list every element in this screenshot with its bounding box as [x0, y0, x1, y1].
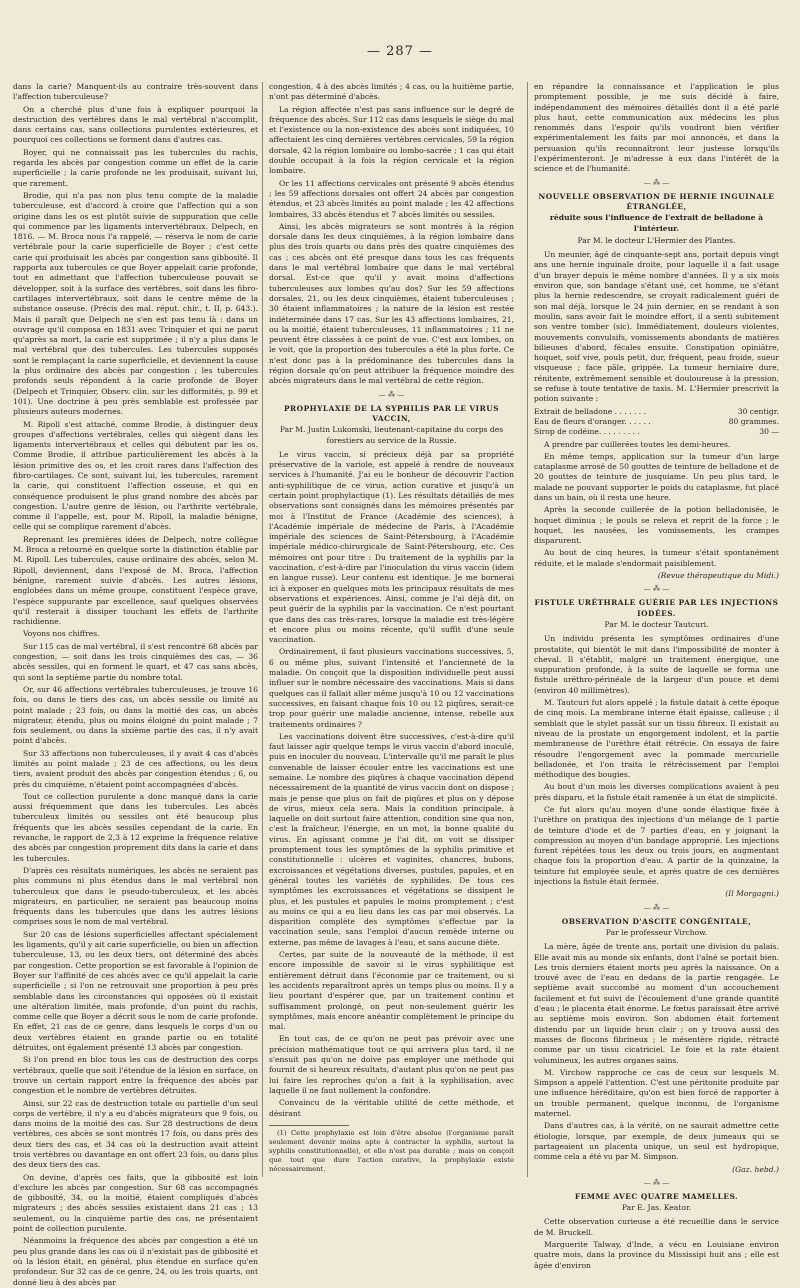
- article-title-hernie: NOUVELLE OBSERVATION DE HERNIE INGUINALE ÉTRANGLÉE,: [538, 191, 775, 211]
- quantity: 30 centigr.: [737, 406, 779, 416]
- paragraph: Reprenant les premières idées de Delpech, notre collègue M. Broca a retourné en quelque sorte la distinction établie par M. Ripoll. Les tubercules, cause ordinaire des abcès, selon M. Ripoll, deviennent, dans l'exposé de M. Broca, l'affection bénigne, rarement suivie d'abcès. Les autres lésions, englobées dans un même groupe, constituent l'espèce grave, l'espèce suppurante par excellence, sauf quelques observées qu'il resterait à dissiper touchant les effets de l'arthrite rachidienne.: [13, 534, 258, 627]
- paragraph: Néanmoins la fréquence des abcès par congestion a été un peu plus grande dans les cas où il n'existait pas de gibbosité et où la lésion était, en général, plus étendue en surface qu'en profondeur. Sur 32 cas de ce genre, 24, ou les trois quarts, ont donné lieu à des abcès par: [13, 1236, 258, 1287]
- paragraph: Or les 11 affections cervicales ont présenté 9 abcès étendus ; les 59 affections dorsales ont offert 24 abcès par congestion étendus, et 23 abcès limités au point malade ; les 42 affections lombaires, 33 abcès étendus et 7 abcès limités ou sessiles.: [269, 178, 514, 219]
- ornament-separator: — ⁂ —: [643, 903, 670, 912]
- article-byline: Par E. Jas. Keator.: [621, 1203, 692, 1213]
- column-divider: [262, 82, 263, 1177]
- paragraph: D'après ces résultats numériques, les abcès ne seraient pas plus communs ni plus étendus dans le mal vertébral non tuberculeux que dans le pseudo-tuberculeux, et les abcès migrateurs, en particulier, ne seraient pas beaucoup moins fréquents dans les tubercules que dans les autres lésions comprises sous le nom de mal vertébral.: [13, 865, 258, 927]
- paragraph: Ainsi, sur 22 cas de destruction totale ou partielle d'un seul corps de vertèbre, il n'y a eu d'abcès migrateurs que 9 fois, ou dans moins de la moitié des cas. Sur 28 destructions de deux vertèbres, ces abcès se sont montrés 17 fois, ou dans près des deux tiers des cas, et 34 cas où la destruction avait atteint trois vertèbres ou davantage en ont offert 23 fois, ou dans plus des deux tiers des cas.: [13, 1098, 258, 1170]
- text-column-right: [534, 82, 779, 1270]
- paragraph: Dans d'autres cas, à la vérité, on ne saurait admettre cette étiologie, lorsque, par exemple, de deux jumeaux qui se partageaient un placenta unique, un seul est hydropique, comme cela a été vu par M. Simpson.: [534, 1121, 779, 1162]
- paragraph: Le virus vaccin, si précieux déjà par sa propriété préservative de la variole, est appelé à rendre de nouveaux services à l'humanité. J'ai eu le bonheur de découvrir l'action anti-syphilitique de ce virus, action curative et jusqu'à un certain point prophylactique (1). Les résultats détaillés de mes observations sont consignés dans les mémoires présentés par moi à l'Institut de France (Académie des sciences), à l'Académie impériale de médecine de Paris, à l'Académie impériale des sciences de Saint-Pétersbourg, à l'Académie impériale médico-chirurgicale de Saint-Pétersbourg, etc. Ces mémoires ont pour titre : Du traitement de la syphilis par la vaccination, c'est-à-dire par l'inoculation du virus vaccin (idem en langue russe). Leur contenu est identique. Je me bornerai ici à exposer en quelques mots les principaux résultats de mes observations et expériences. Ainsi, comme je l'ai déjà dit, on peut guérir de la syphilis par la vaccination. Ce n'est pourtant que dans des cas très-rares, lorsque la maladie est très-légère et encore plus ou moins récente, qu'il suffit d'une seule vaccination.: [269, 449, 514, 645]
- article-byline: Par M. Justin Lukomski, lieutenant-capitaine du corps des forestiers au service de la Russie.: [279, 425, 504, 445]
- paragraph: Sur 33 affections non tuberculeuses, il y avait 4 cas d'abcès limités au point malade ; 23 de ces affections, ou les deux tiers, avaient produit des abcès par congestion étendus ; 6, ou près du cinquième, n'étaient point accompagnées d'abcès.: [13, 748, 258, 789]
- paragraph: Ce fut alors qu'au moyen d'une sonde élastique fixée à l'urèthre on pratiqua des injections d'un mélange de 1 partie de teinture d'iode et de 7 parties d'eau, en y joignant la compression au moyen d'un bandage approprié. Les injections furent répétées tous les deux ou trois jours, en augmentant chaque fois la proportion d'eau. A partir de la quinzaine, la teinture fut employée seule, et après quatre de ces dernières injections la fistule était fermée.: [534, 805, 779, 887]
- paragraph: Or, sur 46 affections vertébrales tuberculeuses, je trouve 16 fois, ou dans le tiers des cas, un abcès sessile ou limité au point malade ; 23 fois, ou dans la moitié des cas, un abcès migrateur, étendu, plus ou moins éloigné du point malade ; 7 fois seulement, ou dans la sixième partie des cas, il n'y avait point d'abcès.: [13, 684, 258, 746]
- paragraph: Après la seconde cuillerée de la potion belladonisée, le hoquet diminua ; le pouls se releva et reprit de la force ; le hoquet, les nausées, les vomissements, les crampes disparurent.: [534, 505, 779, 546]
- article-byline: Par M. le docteur Tautcuri.: [604, 619, 709, 629]
- paragraph: Au bout d'un mois les diverses complications avaient à peu près disparu, et la fistule était ramenée à un état de simplicité.: [534, 782, 779, 802]
- ornament-separator: — ⁂ —: [643, 178, 670, 187]
- paragraph: Marguerite Talway, d'Inde, a vécu en Louisiane environ quatre mois, dans la province du Mississipi huit ans ; elle est âgée d'environ: [534, 1239, 779, 1270]
- paragraph: M. Virchow rapproche ce cas de ceux sur lesquels M. Simpson a appelé l'attention. C'est une péritonite produite par une influence héréditaire, qu'on est bien forcé de rapporter à un trouble permanent, quelque inconnu, de l'organisme maternel.: [534, 1067, 779, 1119]
- paragraph: Tout ce collection purulente a donc manqué dans la carie aussi fréquemment que dans les tubercules. Les abcès tuberculeux limités ou sessiles ont été beaucoup plus fréquents que les abcès sessiles cependant de la carie. En revanche, le rapport de 2,3 à 12 exprime la fréquence relative des abcès par congestion proprement dits dans la carie et dans les tubercules.: [13, 791, 258, 863]
- paragraph: Sur 20 cas de lésions superficielles affectant spécialement les ligaments, qu'il y ait carie superficielle, ou bien un affection tuberculeuse, 13, ou les deux tiers, ont déterminé des abcès par congestion. Cette proportion se est favorable à l'opinion de Boyer sur l'affinité de ces abcès avec ce qu'il appelait la carie superficielle ; si l'on ne retrouvait une proportion à peu près semblable dans les circonstances qui opposées où il existait une altération limitée, mais profonde, d'un point du rachis, comme celle que Boyer a décrit sous le nom de carie profonde. En effet, 21 cas de ce genre, dans lesquels le corps d'un ou deux vertèbres étaient en grande partie ou en totalité détruites, ont également présenté 13 abcès par congestion.: [13, 929, 258, 1053]
- paragraph: dans la carie? Manquent-ils au contraire très-souvent dans l'affection tuberculeuse?: [13, 82, 258, 102]
- ornament-separator: — ⁂ —: [643, 585, 670, 594]
- paragraph: Voyons nos chiffres.: [23, 629, 100, 639]
- paragraph: Sur 115 cas de mal vertébral, il s'est rencontré 68 abcès par congestion, — soit dans les trois cinquièmes des cas, — 36 abcès sessiles, qui en forment le quart, et 47 cas sans abcès, qui sont la septième partie du nombre total.: [13, 641, 258, 682]
- paragraph: La région affectée n'est pas sans influence sur le degré de fréquence des abcès. Sur 112 cas dans lesquels le siège du mal et l'existence ou la non-existence des abcès sont indiquées, 10 affectaient les cinq dernières vertèbres cervicales, 59 la région dorsale, 42 la région lombaire ou lombo-sacrée ; 1 cas qui était double occupait à la fois la région cervicale et la région lombaire.: [269, 104, 514, 176]
- paragraph: Cette observation curieuse a été recueillie dans le service de M. Bruckell.: [534, 1217, 779, 1237]
- paragraph: Boyer, qui ne connaissait pas les tubercules du rachis, regarda les abcès par congestion comme un effet de la carie superficielle ; la carie profonde ne les produisait, suivant lui, que rarement.: [13, 147, 258, 188]
- article-subtitle: réduite sous l'influence de l'extrait de belladone à l'intérieur.: [549, 213, 764, 233]
- paragraph: Un meunier, âgé de cinquante-sept ans, portait depuis vingt ans une hernie inguinale droite, pour laquelle il a fait usage d'un brayer depuis le même nombre d'années. Il y a six mois environ que, son bandage s'étant usé, cet homme, ne s'étant plus la hernie redescendre, se croyait radicalement guéri de son mal déjà, lorsque le 24 juin dernier, en se rendant à son moulin, sans avoir fait le moindre effort, il a senti subitement son ventre tomber (sic). Immédiatement, douleurs violentes, mouvements convulsifs, vomissements abondants de matières bilieuses d'abord, fécales ensuite. Constipation opiniâtre, hoquet, soif vive, pouls petit, dur, fréquent, peau froide, sueur visqueuse ; face pâle, grippée. La tumeur herniaire dure, rénitente, extrêmement sensible et douloureuse à la pression, se refuse à toute tentative de taxis. M. L'Hermier prescrivit la potion suivante :: [534, 250, 779, 404]
- footnote: (1) Cette prophylaxie est loin d'être absolue (l'organisme paraît seulement devenir moins apte à contracter la syphilis, surtout la syphilis constitutionnelle), et elle n'est pas durable ; mais on conçoit que tout que dure l'action curative, la prophylaxie existe nécessairement.: [269, 1128, 514, 1173]
- paragraph: Certes, par suite de la nouveauté de la méthode, il est encore impossible de savoir si le virus syphilitique est entièrement détruit dans l'économie par ce traitement, ou si les accidents reparaîtront après un temps plus ou moins. Il y a lieu pourtant d'espérer que, par un traitement continu et suffisamment prolongé, on peut non-seulement guérir les symptômes, mais encore anéantir complètement le principe du mal.: [269, 950, 514, 1032]
- prescription-table: [534, 407, 779, 438]
- paragraph: congestion, 4 à des abcès limités ; 4 cas, ou la huitième partie, n'ont pas déterminé d'abcès.: [269, 82, 514, 102]
- paragraph: Au bout de cinq heures, la tumeur s'était spontanément réduite, et le malade s'endormait paisiblement.: [534, 548, 779, 568]
- article-byline: Par M. le docteur L'Hermier des Plantes.: [577, 235, 736, 245]
- paragraph: M. Tautcuri fut alors appelé ; la fistule datait à cette époque de cinq mois. La membrane interne était épaisse, calleuse ; il semblait que le stylet passât sur un tissu fibreux. Il existait au niveau de la prostate un engorgement indolent, et la partie membraneuse de l'urèthre était rétrécie. On essaya de faire résoudre l'engorgement avec la pommade mercurielle belladonée, et l'on traita le rétrécissement par l'emploi méthodique des bougies.: [534, 698, 779, 780]
- article-byline: Par le professeur Virchow.: [605, 927, 708, 937]
- paragraph: M. Ripoll s'est attaché, comme Brodie, à distinguer deux groupes d'affections vertébrales, celles qui siègent dans les ligaments intervertébraux et celles qui débutent par les os. Comme Brodie, il attribue particulièrement les abcès à la lésion primitive des os, et les croit rares dans l'affection des fibro-cartilages. Ce sont, suivant lui, les tubercules, rarement la carie, qui constituent l'affection osseuse, et qui en conséquence produisent le plus grand nombre des abcès par congestion. L'autre genre de lésion, ou l'arthrite vertébrale, comme il l'appelle, est, pour M. Ripoll, la maladie bénigne, celle qui se complique rarement d'abcès.: [13, 419, 258, 532]
- paragraph: Les vaccinations doivent être successives, c'est-à-dire qu'il faut laisser agir quelque temps le virus vaccin d'abord inoculé, puis en inoculer du nouveau. L'intervalle qu'il me paraît le plus convenable de laisser écouler entre les vaccinations est une semaine. Le nombre des piqûres à chaque vaccination dépend nécessairement de la quantité de virus vaccin dont on dispose ; mais je pense que plus on fait de piqûres et plus on y dépose de virus, mieux cela sera. Mais la condition principale, à laquelle on doit surtout faire attention, condition sine qua non, c'est la fraîcheur, l'énergie, en un mot, la bonne qualité du virus. En agissant comme je l'ai dit, on voit se dissiper promptement tous les symptômes de la syphilis primitive et constitutionnelle : ulcères et vaginites, chancres, bubons, excroissances et végétations diverses, pustules, papules, et en général toutes les variétés de syphilides. De tous ces symptômes les excroissances et végétations se dissipent le plus, et les pustules et papules le moins promptement ; c'est au moins ce qui a eu lieu dans les cas par moi observés. La disparition complète des symptômes s'effectue par la vaccination seule, sans l'emploi d'aucun remède interne ou externe, pas même de lavages à l'eau, et sans aucune diète.: [269, 731, 514, 947]
- text-column-middle: [269, 82, 514, 1184]
- paragraph: Convaincu de la véritable utilité de cette méthode, et désirant: [269, 1098, 514, 1118]
- article-title-mamelles: FEMME AVEC QUATRE MAMELLES.: [574, 1191, 739, 1201]
- page-number: — 287 —: [366, 44, 434, 59]
- footnote-rule: [269, 1125, 349, 1126]
- paragraph: A prendre par cuillerées toutes les demi-heures.: [544, 439, 731, 449]
- paragraph: Brodie, qui n'a pas non plus tenu compte de la maladie tuberculeuse, est d'accord à croire que l'affection qui a son origine dans les os est plutôt suivie de suppuration que celle qui commence par les ligaments intervertébraux. Delpech, en 1816. — M. Broca nous l'a rappelé, — réserva le nom de carie vertébrale pour la carie superficielle de Boyer ; c'est cette carie qui produisait les abcès par congestion sans gibbosité. Il rapporta aux tubercules ce que Boyer appelait carie profonde, tout en admettant que l'affection tuberculeuse pouvait se développer, soit à la surface des vertèbres, soit dans les fibro-cartilages intervertébraux, soit dans le centre même de la substance osseuse. (Précis des mal. réput. chir., t. II, p. 643.). Mais il paraît que Delpech ne s'en est pas tenu là : dans un ouvrage qu'il composa en 1831 avec Trinquier et qui ne parut qu'après sa mort, la carie est supprimée ; il n'y a plus dans le mal vertébral que des tubercules. Les tubercules supposés sont le remplaçant la carie superficielle, et deviennent la cause la plus ordinaire des abcès par congestion ; les tubercules profonds seuls répondent à la carie profonde de Boyer (Delpech et Trinquier, Observ. clin. sur les difformités, p. 99 et 101). Une doctrine à peu près semblable est professée par plusieurs auteurs modernes.: [13, 190, 258, 417]
- ingredient: Extrait de belladone . . . . . . .: [534, 406, 647, 416]
- source-citation: (Gaz. hebd.): [732, 1164, 779, 1174]
- column-divider: [527, 82, 528, 1177]
- paragraph: En tout cas, de ce qu'on ne peut pas prévoir avec une précision mathématique tout ce qui arrivera plus tard, il ne s'ensuit pas qu'on ne doive pas employer une méthode qui fournit de si heureux résultats, d'autant plus qu'on ne peut pas lui faire les reproches qu'on a fait à la syphilisation, avec laquelle il ne faut nullement la confondre.: [269, 1034, 514, 1095]
- paragraph: La mère, âgée de trente ans, portait une division du palais. Elle avait mis au monde six enfants, dont l'aîné se portait bien. Les trois derniers étaient morts peu après la naissance. On a trouvé avec de l'eau en dedans de la partie rengagée. Le septième avait succombé au moment d'un accouchement facilement et fut suivi de l'écoulement d'une grande quantité d'eau ; le placenta était énorme. Le fœtus paraissait être arrivé au septième mois environ. Son abdomen était fortement distendu par un liquide brun clair ; on y trouva aussi des masses de flocons fibrineux ; le mésentère rigide, rétracté comme par un tissu cicatriciel. Le foie et la rate étaient volumineux, les autres organes sains.: [534, 942, 779, 1065]
- paragraph: On a cherché plus d'une fois à expliquer pourquoi la destruction des vertèbres dans le mal vertébral n'accomplit, dans certains cas, sans collections purulentes extérieures, et pourquoi ces collections se forment dans d'autres cas.: [13, 104, 258, 145]
- ingredient: Eau de fleurs d'oranger. . . . . .: [534, 416, 651, 426]
- prescription-row: [534, 427, 779, 437]
- source-citation: (Il Morgagni.): [725, 889, 779, 899]
- paragraph: Si l'on prend en bloc tous les cas de destruction des corps vertébraux, quelle que soit l'étendue de la lésion en surface, on trouve un certain rapport entre la fréquence des abcès par congestion et le nombre de vertèbres détruites.: [13, 1055, 258, 1096]
- paragraph: Ainsi, les abcès migrateurs se sont montrés à la région dorsale dans les deux cinquièmes, à la région lombaire dans plus des trois quarts ou dans près des quatre cinquièmes des cas ; ces abcès ont été presque dans tous les cas fréquents dans le mal vertébral lombaire que dans le mal vertébral dorsal. Est-ce que qu'il y avait moins d'affections tuberculeuses aux lombes qu'au dos? Sur les 59 affections dorsales, 21, ou les deux cinquièmes, étaient tuberculeuses ; 30 étaient inflammatoires ; la nature de la lésion est restée indéterminée dans 17 cas. Sur les 43 affections lombaires, 21, ou la moitié, étaient tuberculeuses, 11 inflammatoires ; 11 ne peuvent être classées à ce point de vue. C'est aux lombes, on le voit, que la proportion des tubercules a été la plus forte. Ce n'est donc pas à la prédominance des tubercules dans la région dorsale qu'on peut attribuer la fréquence moindre des abcès migrateurs dans le mal vertébral de cette région.: [269, 221, 514, 386]
- ornament-separator: — ⁂ —: [643, 1178, 670, 1187]
- paragraph: en répandre la connaissance et l'application le plus promptement possible, je me suis décidé à faire, indépendamment des mémoires détaillés dont il a été parlé plus haut, cette communication aux médecins les plus renommés dans l'espoir qu'ils voudront bien vérifier expérimentalement les faits par moi annoncés, et dans la persuasion qu'ils reconnaîtront leur justesse lorsqu'ils l'expérimenteront. Je m'adresse à eux dans l'intérêt de la science et de l'humanité.: [534, 82, 779, 174]
- text-column-left: [13, 82, 258, 1287]
- paragraph: Un individu présenta les symptômes ordinaires d'une prostatite, qui bientôt le mit dans l'impossibilité de monter à cheval. Il s'établit, malgré un traitement énergique, une suppuration profonde, à la suite de laquelle se forma une fistule uréthro-périnéale de la largeur d'un pouce et demi (environ 40 millimètres).: [534, 634, 779, 695]
- prescription-row: [534, 407, 779, 417]
- article-title-fistule: FISTULE URÉTHRALE GUÉRIE PAR LES INJECTIONS IODÉES.: [534, 598, 779, 618]
- paragraph: En même temps, application sur la tumeur d'un large cataplasme arrosé de 50 gouttes de teinture de belladone et de 20 gouttes de teinture de jusquiame. Un peu plus tard, le malade ne pouvant supporter le poids du cataplasme, fut placé dans un bain, où il resta une heure.: [534, 451, 779, 502]
- paragraph: Ordinairement, il faut plusieurs vaccinations successives, 5, 6 ou même plus, suivant l'intensité et l'ancienneté de la maladie. On conçoit que la disposition individuelle peut aussi influer sur le nombre nécessaire des vaccinations. Mais si dans quelques cas il fallait aller même jusqu'à 10 ou 12 vaccinations successives, en faisant chaque fois 10 ou 12 piqûres, serait-ce trop pour guérir une maladie ancienne, intense, rebelle aux traitements ordinaires ?: [269, 647, 514, 729]
- quantity: 30 —: [759, 427, 779, 437]
- ornament-separator: — ⁂ —: [378, 390, 405, 399]
- quantity: 80 grammes.: [728, 416, 779, 426]
- paragraph: On devine, d'après ces faits, que la gibbosité est loin d'exclure les abcès par congestion. Sur 68 cas accompagnés de gibbosité, 34, ou la moitié, étaient compliqués d'abcès migrateurs ; des abcès sessiles existaient dans 21 cas ; 13 seulement, ou la cinquième partie des cas, ne présentaient point de collection purulente.: [13, 1172, 258, 1234]
- article-title-syphilis: PROPHYLAXIE DE LA SYPHILIS PAR LE VIRUS VACCIN,: [283, 403, 500, 423]
- source-citation: (Revue thérapeutique du Midi.): [657, 571, 779, 581]
- prescription-row: [534, 417, 779, 427]
- article-title-ascite: OBSERVATION D'ASCITE CONGÉNITALE,: [561, 916, 752, 926]
- ingredient: Sirop de codéine. . . . . . . . .: [534, 427, 640, 437]
